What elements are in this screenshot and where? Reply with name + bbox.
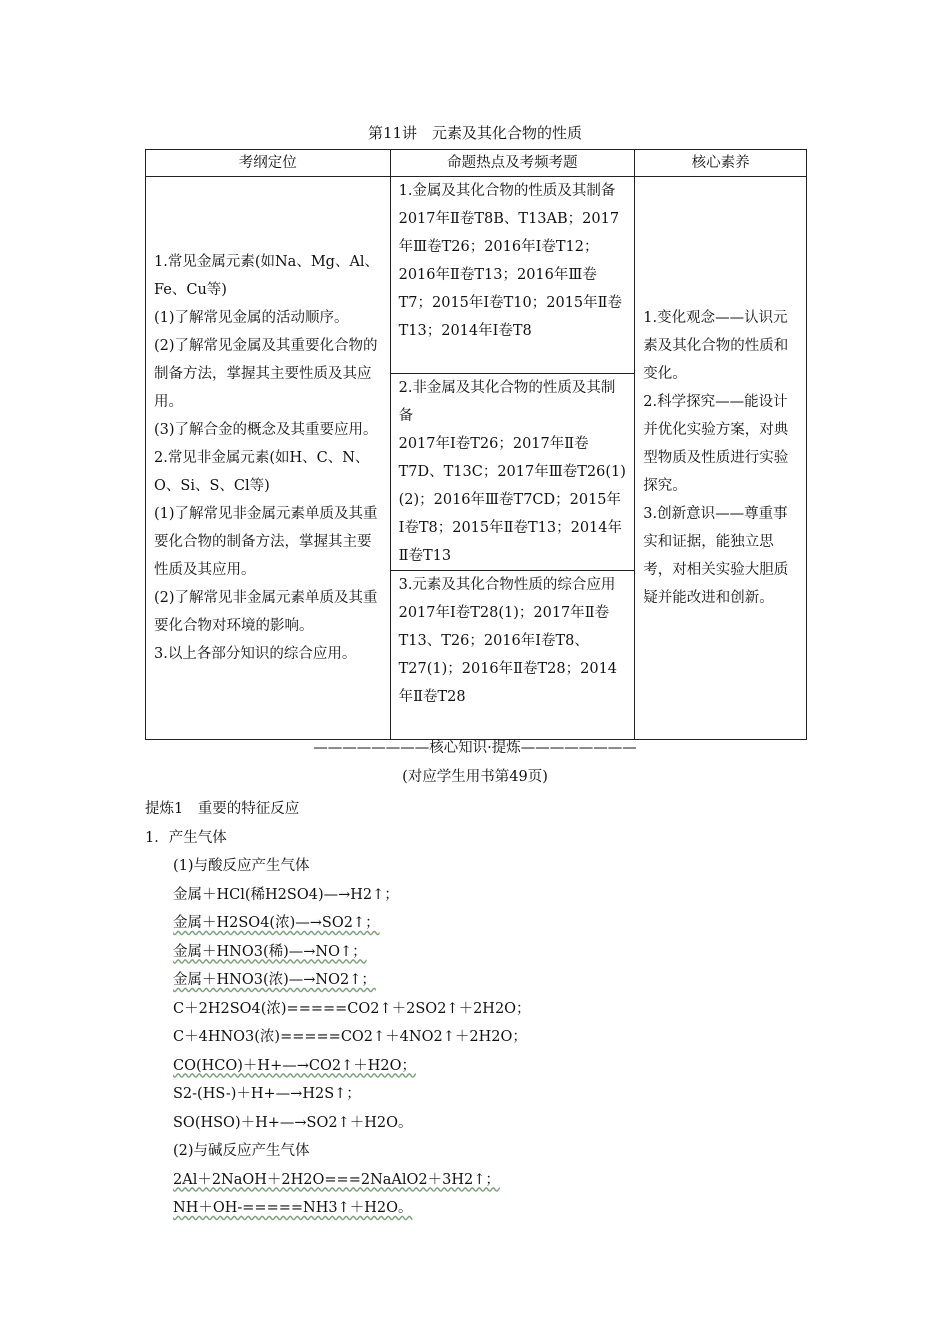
point-heading: 1．产生气体: [145, 829, 227, 846]
equation: 金属＋HNO3(稀)—→NO↑；: [173, 943, 367, 960]
equation: CO(HCO)＋H+—→CO2↑＋H2O；: [173, 1057, 416, 1074]
hotspot-refs: 2017年Ⅰ卷T28(1)；2017年Ⅱ卷T13、T26；2016年Ⅰ卷T8、T27(1)；2016年Ⅱ卷T28；2014年Ⅱ卷T28: [398, 605, 618, 705]
header-literacy: 核心素养: [635, 150, 807, 177]
syllabus-cell: [146, 177, 391, 740]
syllabus-item: (3)了解合金的概念及其重要应用。: [154, 422, 378, 438]
equation: 金属＋HCl(稀H2SO4)—→H2↑；: [173, 886, 399, 903]
hotspot-heading: 2.非金属及其化合物的性质及其制备: [398, 380, 616, 424]
literacy-item: 3.创新意识——尊重事实和证据，能独立思考，对相关实验大胆质疑并能改进和创新。: [643, 506, 789, 606]
syllabus-item: 2.常见非金属元素(如H、C、N、O、Si、S、Cl等): [154, 450, 370, 494]
subpoint-heading: (1)与酸反应产生气体: [173, 858, 310, 874]
equation: S2-(HS-)＋H+—→H2S↑；: [173, 1086, 361, 1102]
hotspot-block: [391, 571, 635, 739]
equation: SO(HSO)＋H+—→SO2↑＋H2O。: [173, 1114, 413, 1131]
hotspot-block: [391, 374, 635, 571]
page-reference: (对应学生用书第49页): [402, 769, 548, 785]
equation: 2Al＋2NaOH＋2H2O===2NaAlO2＋3H2↑；: [173, 1171, 500, 1188]
header-syllabus: 考纲定位: [146, 150, 391, 177]
hotspot-block: [391, 177, 635, 374]
hotspots-cell: [390, 177, 635, 740]
syllabus-item: (1)了解常见非金属元素单质及其重要化合物的制备方法，掌握其主要性质及其应用。: [154, 506, 378, 578]
equation: C＋2H2SO4(浓)=====CO2↑＋2SO2↑＋2H2O；: [173, 1000, 531, 1017]
syllabus-item: (1)了解常见金属的活动顺序。: [154, 310, 349, 326]
content-body: [145, 795, 845, 1223]
equation: C＋4HNO3(浓)=====CO2↑＋4NO2↑＋2H2O；: [173, 1029, 527, 1045]
literacy-cell: [635, 177, 807, 740]
hotspot-refs: 2017年Ⅱ卷T8B、T13AB；2017年Ⅲ卷T26；2016年Ⅰ卷T12；2016年Ⅱ卷T13；2016年Ⅲ卷T7；2015年Ⅰ卷T10；2015年Ⅱ卷T13；2014年Ⅰ卷T8: [398, 211, 622, 339]
syllabus-item: (2)了解常见金属及其重要化合物的制备方法，掌握其主要性质及其应用。: [154, 338, 378, 410]
literacy-item: 2.科学探究——能设计并优化实验方案，对典型物质及性质进行实验探究。: [643, 394, 789, 494]
equation: 金属＋HNO3(浓)—→NO2↑；: [173, 972, 376, 988]
subpoint-heading: (2)与碱反应产生气体: [173, 1143, 310, 1159]
section-separator: ————————核心知识·提炼————————: [313, 740, 637, 756]
syllabus-table: [145, 149, 807, 740]
header-hotspots: 命题热点及考频考题: [390, 150, 635, 177]
hotspot-heading: 1.金属及其化合物的性质及其制备: [398, 183, 616, 199]
hotspot-refs: 2017年Ⅰ卷T26；2017年Ⅱ卷T7D、T13C；2017年Ⅲ卷T26(1)(2)；2016年Ⅲ卷T7CD；2015年Ⅰ卷T8；2015年Ⅱ卷T13；2014年Ⅱ卷T13: [398, 436, 626, 564]
equation: 金属＋H2SO4(浓)—→SO2↑；: [173, 915, 380, 931]
syllabus-item: 1.常见金属元素(如Na、Mg、Al、Fe、Cu等): [154, 254, 380, 298]
hotspot-heading: 3.元素及其化合物性质的综合应用: [398, 577, 616, 593]
syllabus-item: (2)了解常见非金属元素单质及其重要化合物对环境的影响。: [154, 590, 378, 634]
equation: NH＋OH-=====NH3↑＋H2O。: [173, 1200, 413, 1216]
literacy-item: 1.变化观念——认识元素及其化合物的性质和变化。: [643, 310, 789, 382]
syllabus-item: 3.以上各部分知识的综合应用。: [154, 646, 357, 662]
page-title: 第11讲 元素及其化合物的性质: [367, 124, 583, 142]
section-heading: 提炼1 重要的特征反应: [145, 801, 300, 817]
